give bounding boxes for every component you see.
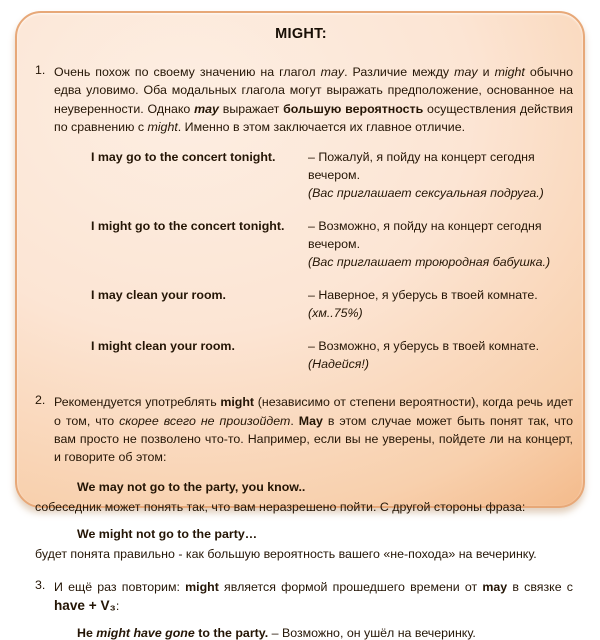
example-russian: – Возможно, я уберусь в твоей комнате. (Надейся!) [308,339,540,372]
example-russian: – Пожалуй, я пойду на концерт сегодня вечером. (Вас приглашает сексуальная подруга.) [308,150,544,201]
section-2-example-2: We might not go to the party… [77,526,258,541]
example-row [91,218,573,272]
section-3-paragraph: И ещё раз повторим: might является формой прошедшего времени от may в связке с have + V₃: [54,579,573,614]
section-2-example-1: We may not go to the party, you know.. [77,479,306,494]
section-2-note-2: будет понята правильно - как большую вероятность вашего «не-похода» на вечеринку. [35,546,537,561]
example-english: I may clean your room. [91,288,226,303]
example-english: I might go to the concert tonight. [91,219,285,234]
example-english: I might clean your room. [91,339,235,354]
example-russian: – Наверное, я уберусь в твоей комнате. (хм..75%) [308,288,538,321]
example-row [91,149,573,203]
section-1-paragraph: Очень похож по своему значению на глагол may. Различие между may и might обычно едва уловимо. Оба модальных глагола могут выражать предположение, основанное на неуверенности. Однако may выражает большую вероятность осуществления действия по сравнению с might. Именно в этом заключается их главное отличие. [54,65,573,135]
lesson-card [15,11,585,640]
section-2-number: 2. [35,393,46,408]
section-3-number: 3. [35,577,46,592]
section-1-number: 1. [35,63,46,77]
page-title: MIGHT: [275,26,327,42]
example-english: I may go to the concert tonight. [91,150,276,165]
section-2 [35,393,573,466]
section-1-examples [91,149,573,374]
section-2-note-1: собеседник может понять так, что вам неразрешено пойти. С другой стороны фраза: [35,499,526,514]
example-row [91,338,573,374]
example-russian: – Возможно, я пойду на концерт сегодня вечером. (Вас приглашает троюродная бабушка.) [308,219,551,270]
section-3 [35,578,573,616]
section-3-example: He might have gone to the party. – Возможно, он ушёл на вечеринку. [77,626,476,640]
section-1 [35,63,573,136]
example-row [91,287,573,323]
section-2-paragraph: Рекомендуется употреблять might (независимо от степени вероятности), когда речь идет о том, что скорее всего не произойдет. May в этом случае может быть понят так, что вам просто не позволено что-то. Например, если вы не уверены, пойдете ли на концерт, и говорите об этом: [54,395,574,465]
